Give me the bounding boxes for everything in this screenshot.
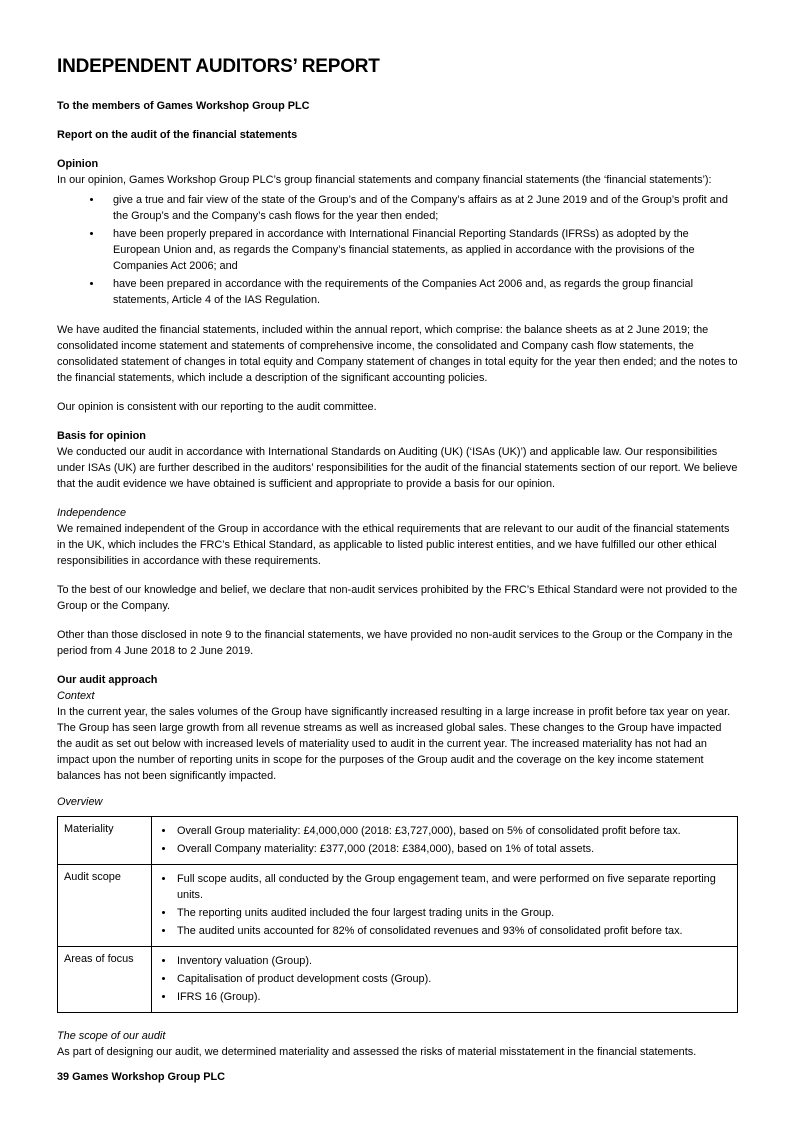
bullet-item: • have been prepared in accordance with the requirements of the Companies Act 2006 and, as regards the group financial statements, Article 4 of the IAS Regulation. bbox=[103, 276, 738, 308]
basis-paragraph-1: We conducted our audit in accordance with International Standards on Auditing (UK) (‘ISAs (UK)’) and applicable law. Our responsibilities under ISAs (UK) are further described in the auditors’ responsibilities for the audit of the financial statements section of our report. We believe that the audit evidence we have obtained is sufficient and appropriate to provide a basis for our opinion. bbox=[57, 446, 738, 490]
non-audit-services-paragraph-2: Other than those disclosed in note 9 to the financial statements, we have provided no non-audit services to the Group or the Company in the period from 4 June 2018 to 2 June 2019. bbox=[57, 629, 733, 657]
bullet-item: • Inventory valuation (Group). bbox=[175, 953, 731, 969]
bullet-item: • Capitalisation of product development costs (Group). bbox=[175, 971, 731, 987]
table-row-label: Materiality bbox=[58, 817, 152, 865]
table-row-label: Areas of focus bbox=[58, 947, 152, 1013]
table-row-content bbox=[152, 865, 738, 947]
opinion-heading: Opinion bbox=[57, 158, 99, 170]
bullet-item: • have been properly prepared in accordance with International Financial Reporting Standards (IFRSs) as adopted by the European Union and, as regards the Company’s financial statements, as applied in accordance with the provisions of the Companies Act 2006; and bbox=[103, 226, 738, 274]
report-section-heading: Report on the audit of the financial statements bbox=[57, 129, 298, 141]
bullet-item: • Overall Group materiality: £4,000,000 (2018: £3,727,000), based on 5% of consolidated profit before tax. bbox=[175, 823, 731, 839]
independence-paragraph: We remained independent of the Group in accordance with the ethical requirements that are relevant to our audit of the financial statements in the UK, which includes the FRC’s Ethical Standard, as applicable to listed public interest entities, and we have fulfilled our other ethical responsibilities in accordance with these requirements. bbox=[57, 523, 730, 567]
independence-heading: Independence bbox=[57, 507, 127, 519]
non-audit-services-paragraph-1: To the best of our knowledge and belief, we declare that non-audit services prohibited by the FRC’s Ethical Standard were not provided to the Group or the Company. bbox=[57, 584, 738, 612]
basis-heading: Basis for opinion bbox=[57, 430, 146, 442]
document-content bbox=[57, 56, 738, 1073]
audit-scope-heading: The scope of our audit bbox=[57, 1030, 166, 1042]
bullet-item: • give a true and fair view of the state of the Group’s and of the Company’s affairs as at 2 June 2019 and of the Group’s profit and the Group’s and the Company’s cash flows for the year then ended; bbox=[103, 192, 738, 224]
overview-table bbox=[57, 816, 738, 1013]
overview-heading: Overview bbox=[57, 796, 103, 808]
opinion-paragraph-2: Our opinion is consistent with our reporting to the audit committee. bbox=[57, 401, 377, 413]
audit-scope-bullet-list bbox=[158, 871, 731, 939]
table-row-content bbox=[152, 947, 738, 1013]
table-row-areas-of-focus bbox=[58, 947, 738, 1013]
table-row-materiality bbox=[58, 817, 738, 865]
opinion-intro-paragraph: In our opinion, Games Workshop Group PLC’s group financial statements and company financial statements (the ‘financial statements’): bbox=[57, 174, 712, 186]
context-paragraph: In the current year, the sales volumes of the Group have significantly increased resulting in a large increase in profit before tax year on year. The Group has seen large growth from all revenue streams as well as increased global sales. These changes to the Group have impacted the audit as set out below with increased levels of materiality used to audit in the current year. The increased materiality has not had an impact upon the number of reporting units in scope for the purposes of the Group audit and the coverage on the key income statement balances has not been significantly impacted. bbox=[57, 706, 731, 782]
opinion-paragraph-1: We have audited the financial statements, included within the annual report, which comprise: the balance sheets as at 2 June 2019; the consolidated income statement and statements of comprehensive income, the consolidated and Company cash flow statements, the consolidated statement of changes in total equity and Company statement of changes in total equity for the year then ended; and the notes to the financial statements, which include a description of the significant accounting policies. bbox=[57, 324, 738, 384]
materiality-bullet-list bbox=[158, 823, 731, 857]
table-row-audit-scope bbox=[58, 865, 738, 947]
audit-scope-paragraph: As part of designing our audit, we determined materiality and assessed the risks of material misstatement in the financial statements. bbox=[57, 1046, 697, 1058]
audit-approach-heading: Our audit approach bbox=[57, 674, 158, 686]
bullet-item: • The audited units accounted for 82% of consolidated revenues and 93% of consolidated profit before tax. bbox=[175, 923, 731, 939]
table-row-label: Audit scope bbox=[58, 865, 152, 947]
bullet-item: • The reporting units audited included the four largest trading units in the Group. bbox=[175, 905, 731, 921]
areas-of-focus-bullet-list bbox=[158, 953, 731, 1005]
opinion-bullet-list bbox=[57, 192, 738, 308]
bullet-item: • Overall Company materiality: £377,000 (2018: £384,000), based on 1% of total assets. bbox=[175, 841, 731, 857]
bullet-item: • IFRS 16 (Group). bbox=[175, 989, 731, 1005]
bullet-item: • Full scope audits, all conducted by the Group engagement team, and were performed on five separate reporting units. bbox=[175, 871, 731, 903]
table-row-content bbox=[152, 817, 738, 865]
page-footer: 39 Games Workshop Group PLC bbox=[57, 1071, 226, 1083]
context-heading: Context bbox=[57, 690, 95, 702]
addressee-heading: To the members of Games Workshop Group PLC bbox=[57, 100, 310, 112]
page-title: INDEPENDENT AUDITORS’ REPORT bbox=[57, 56, 380, 77]
